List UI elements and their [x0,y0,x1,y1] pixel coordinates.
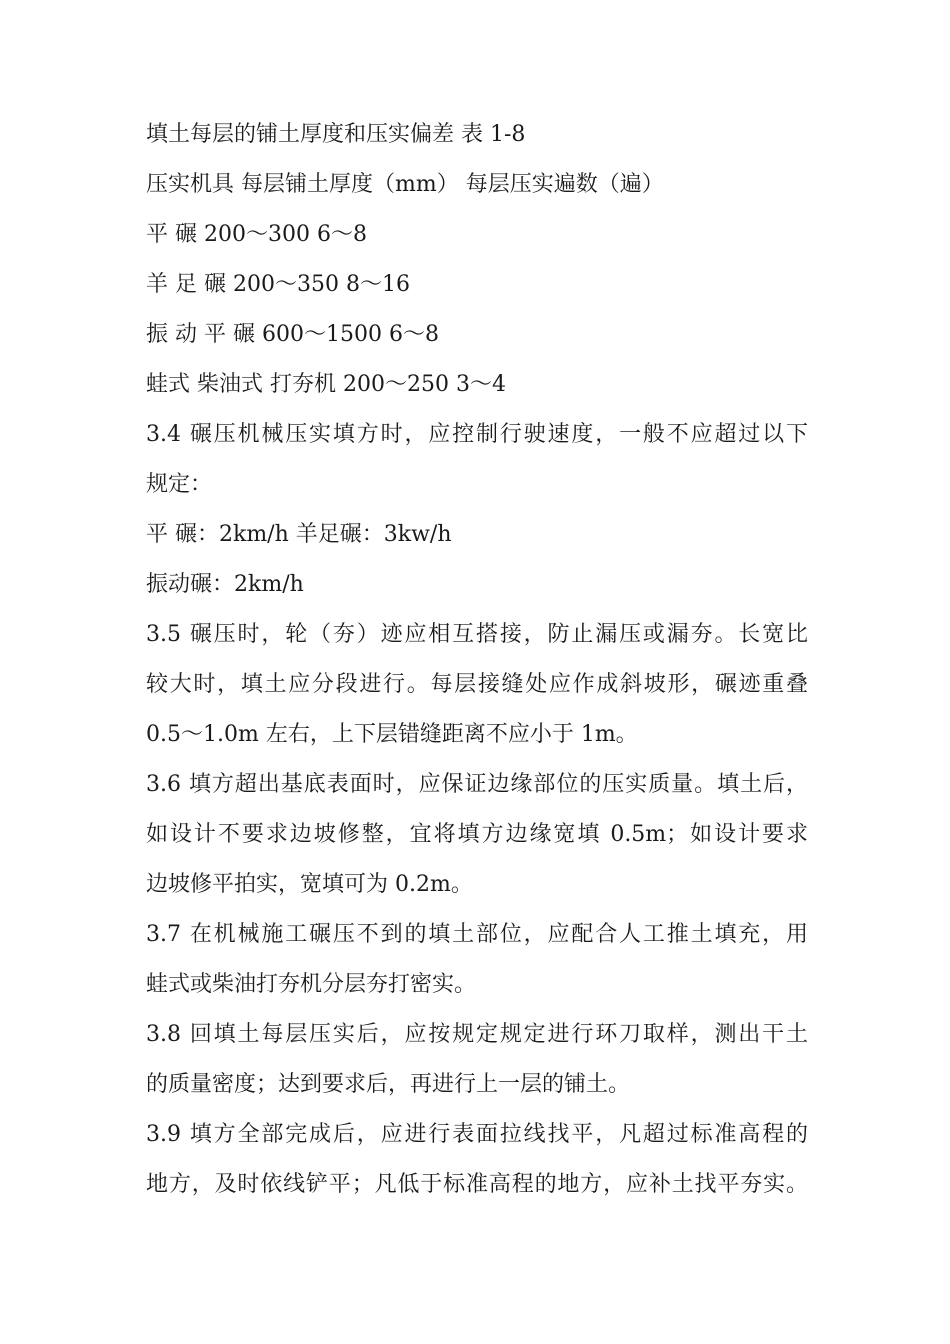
table-row: 振 动 平 碾 600～1500 6～8 [146,322,439,347]
paragraph-3-5-line: 较大时，填土应分段进行。每层接缝处应作成斜坡形，碾迹重叠 [146,672,808,697]
table-header: 压实机具 每层铺土厚度（mm） 每层压实遍数（遍） [146,172,664,197]
paragraph-3-7-line: 3.7 在机械施工碾压不到的填土部位，应配合人工推土填充，用 [146,922,808,947]
paragraph-3-4-line: 3.4 碾压机械压实填方时，应控制行驶速度，一般不应超过以下 [146,422,808,447]
paragraph-3-5-line: 3.5 碾压时，轮（夯）迹应相互搭接，防止漏压或漏夯。长宽比 [146,622,808,647]
document-body [146,110,808,1210]
paragraph-3-5-line: 0.5～1.0m 左右，上下层错缝距离不应小于 1m。 [146,722,638,747]
paragraph-3-9-line: 3.9 填方全部完成后，应进行表面拉线找平，凡超过标准高程的 [146,1122,808,1147]
paragraph-3-4-line: 振动碾：2km/h [146,572,304,597]
table-title: 填土每层的铺土厚度和压实偏差 表 1-8 [146,122,526,147]
paragraph-3-6-line: 边坡修平拍实，宽填可为 0.2m。 [146,872,473,897]
paragraph-3-6-line: 3.6 填方超出基底表面时，应保证边缘部位的压实质量。填土后， [146,772,808,797]
paragraph-3-8-line: 的质量密度；达到要求后，再进行上一层的铺土。 [146,1072,631,1097]
paragraph-3-4-line: 规定： [146,472,213,497]
paragraph-3-8-line: 3.8 回填土每层压实后，应按规定规定进行环刀取样，测出干土 [146,1022,808,1047]
paragraph-3-7-line: 蛙式或柴油打夯机分层夯打密实。 [146,972,477,997]
table-row: 平 碾 200～300 6～8 [146,222,367,247]
table-row: 蛙式 柴油式 打夯机 200～250 3～4 [146,372,506,397]
table-row: 羊 足 碾 200～350 8～16 [146,272,410,297]
paragraph-3-4-line: 平 碾：2km/h 羊足碾：3kw/h [146,522,452,547]
paragraph-3-9-line: 地方，及时依线铲平；凡低于标准高程的地方，应补土找平夯实。 [146,1172,808,1197]
paragraph-3-6-line: 如设计不要求边坡修整，宜将填方边缘宽填 0.5m；如设计要求 [146,822,808,847]
